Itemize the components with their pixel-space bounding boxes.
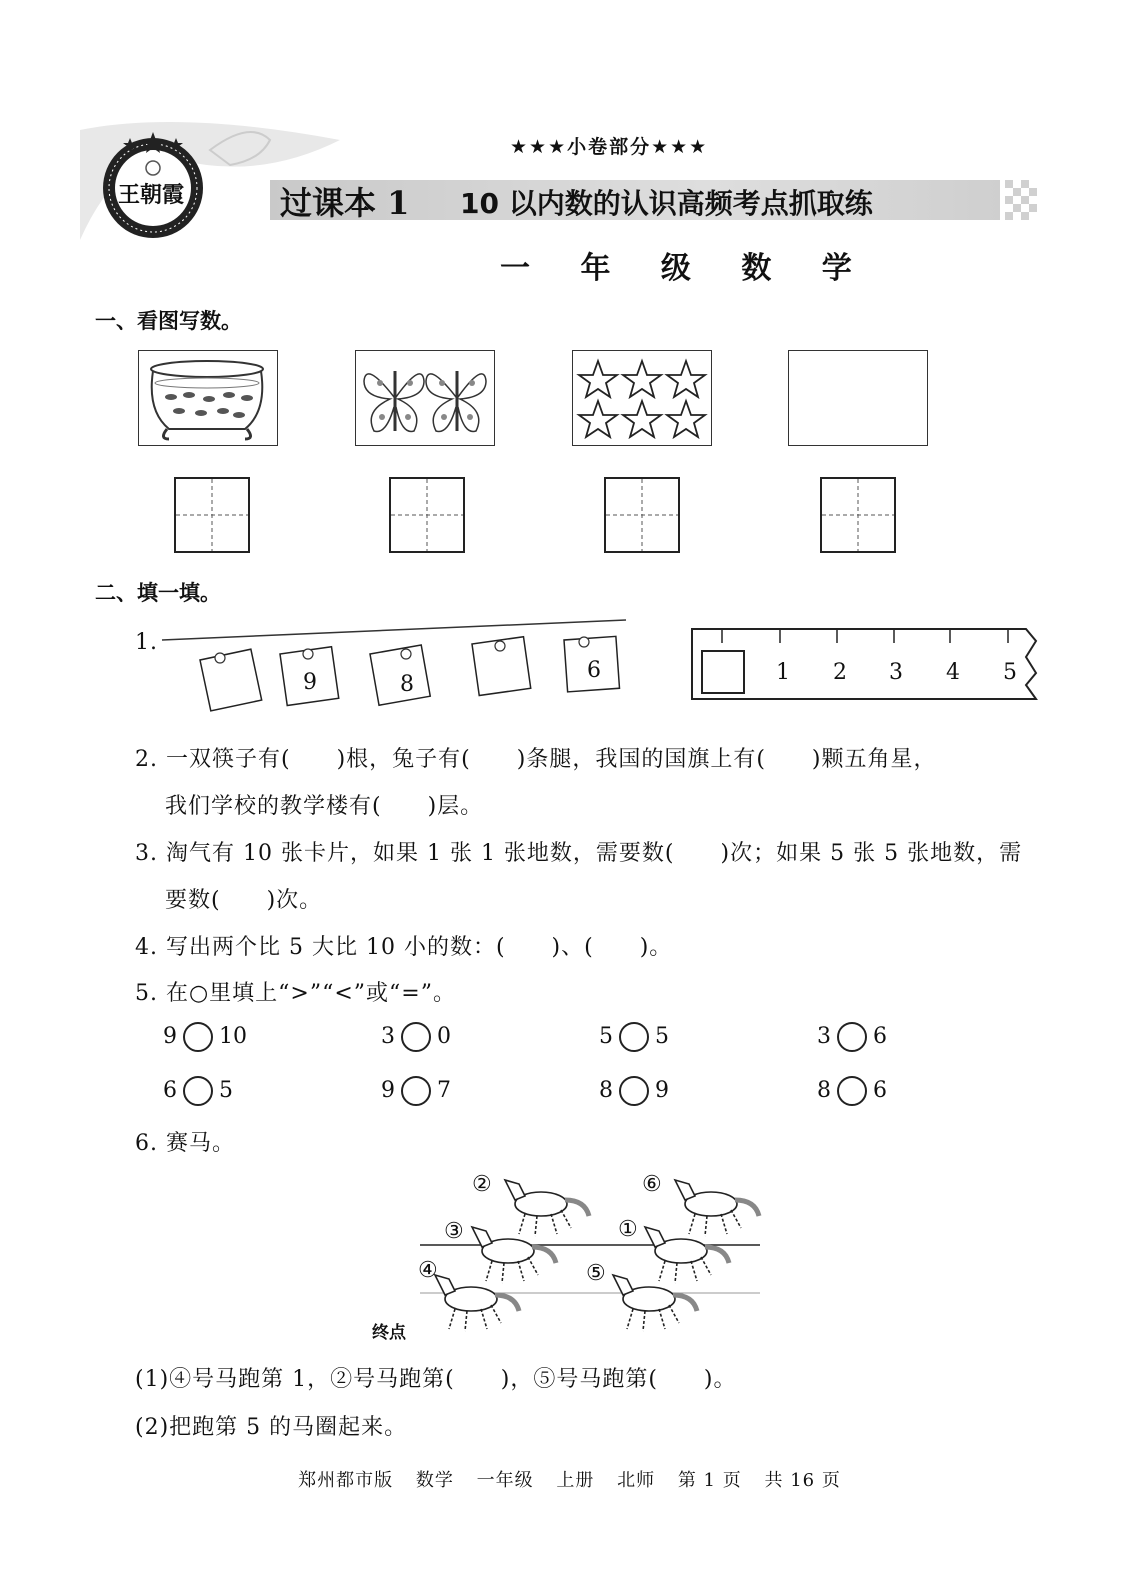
card-number-5: 6 [587, 658, 602, 683]
comparison-right: 10 [219, 1024, 247, 1049]
comparison-item [163, 1022, 247, 1052]
horse-label-2: ② [472, 1172, 493, 1197]
horse-label-1: ① [618, 1217, 639, 1242]
horse-race-figure [415, 1165, 765, 1345]
ruler-label-5: 5 [1003, 660, 1018, 685]
card-number-3: 8 [400, 672, 415, 697]
q5-text: 5. 在○里填上“>”“<”或“=”。 [135, 981, 456, 1006]
footer-volume: 上册 [556, 1470, 595, 1491]
number-ruler [690, 627, 1040, 703]
finish-label: 终点 [372, 1323, 406, 1343]
comparison-right: 9 [655, 1078, 669, 1103]
grid-guide-icon [606, 479, 678, 551]
q6-part2: (2)把跑第 5 的马圈起来。 [135, 1415, 408, 1440]
section-2-title: 二、填一填。 [95, 581, 221, 605]
footer-publisher: 北师 [617, 1470, 656, 1491]
butterflies-icon [356, 351, 493, 444]
grade-title: 一 年 级 数 学 [500, 251, 872, 286]
q2-line2: 我们学校的教学楼有( )层。 [165, 794, 484, 819]
comparison-item [381, 1076, 451, 1106]
q3-line1: 3. 淘气有 10 张卡片，如果 1 张 1 张地数，需要数( )次；如果 5 张 5 张地数，需 [135, 841, 1023, 866]
footer-page: 第 1 页 [677, 1470, 742, 1491]
grid-guide-icon [391, 479, 463, 551]
footer-edition: 郑州都市版 [298, 1470, 394, 1491]
answer-box-1[interactable] [174, 477, 250, 553]
comparison-right: 7 [437, 1078, 451, 1103]
logo-text: 王朝霞 [118, 182, 185, 208]
q2-line1: 2. 一双筷子有( )根，兔子有( )条腿，我国的国旗上有( )颗五角星， [135, 747, 937, 772]
comparison-right: 5 [219, 1078, 233, 1103]
comparison-left: 8 [599, 1078, 613, 1103]
brand-logo [98, 130, 208, 240]
comparison-left: 3 [381, 1024, 395, 1049]
comparison-item [599, 1076, 669, 1106]
answer-box-4[interactable] [820, 477, 896, 553]
q6-text: 6. 赛马。 [135, 1131, 235, 1156]
comparison-right: 0 [437, 1024, 451, 1049]
grid-guide-icon [822, 479, 894, 551]
comparison-item [817, 1076, 887, 1106]
comparison-left: 9 [381, 1078, 395, 1103]
grid-guide-icon [176, 479, 248, 551]
horse-label-6: ⑥ [642, 1172, 663, 1197]
answer-box-2[interactable] [389, 477, 465, 553]
stars-picture [572, 350, 712, 446]
footer-subject: 数学 [415, 1470, 454, 1491]
comparison-circle[interactable] [837, 1076, 867, 1106]
horse-label-4: ④ [418, 1258, 439, 1283]
comparison-circle[interactable] [837, 1022, 867, 1052]
comparison-circle[interactable] [183, 1076, 213, 1106]
comparison-circle[interactable] [401, 1076, 431, 1106]
comparison-left: 8 [817, 1078, 831, 1103]
butterflies-picture [355, 350, 495, 446]
comparison-circle[interactable] [183, 1022, 213, 1052]
footer-grade: 一年级 [476, 1470, 534, 1491]
comparison-left: 6 [163, 1078, 177, 1103]
comparison-item [381, 1022, 451, 1052]
card-number-2: 9 [303, 670, 318, 695]
top-label: ★★★小卷部分★★★ [510, 136, 709, 158]
stars-icon [573, 351, 710, 444]
comparison-circle[interactable] [619, 1076, 649, 1106]
comparison-left: 3 [817, 1024, 831, 1049]
footer-total: 共 16 页 [764, 1470, 841, 1491]
comparison-left: 9 [163, 1024, 177, 1049]
q3-line2: 要数( )次。 [165, 888, 323, 913]
blank-picture [788, 350, 928, 446]
answer-box-3[interactable] [604, 477, 680, 553]
ruler-label-1: 1 [776, 660, 791, 685]
clothesline-figure [160, 612, 630, 730]
q6-part1: (1)④号马跑第 1，②号马跑第( )，⑤号马跑第( )。 [135, 1367, 737, 1392]
comparison-item [817, 1022, 887, 1052]
ruler-label-2: 2 [833, 660, 848, 685]
horse-label-3: ③ [444, 1219, 465, 1244]
page-title: 过课本 1 [280, 184, 410, 222]
ruler-label-4: 4 [946, 660, 961, 685]
comparison-item [599, 1022, 669, 1052]
page-subtitle: 10 以内数的认识高频考点抓取练 [460, 187, 873, 220]
fishbowl-picture [138, 350, 278, 446]
comparison-right: 5 [655, 1024, 669, 1049]
q1-label: 1. [135, 630, 158, 655]
ruler-label-3: 3 [889, 660, 904, 685]
q4-text: 4. 写出两个比 5 大比 10 小的数：( )、( )。 [135, 935, 673, 960]
comparison-circle[interactable] [401, 1022, 431, 1052]
section-1-title: 一、看图写数。 [95, 309, 242, 333]
comparison-left: 5 [599, 1024, 613, 1049]
horse-label-5: ⑤ [586, 1261, 607, 1286]
comparison-item [163, 1076, 233, 1106]
comparison-right: 6 [873, 1024, 887, 1049]
comparison-right: 6 [873, 1078, 887, 1103]
page-footer [0, 1466, 1139, 1492]
fishbowl-icon [139, 351, 276, 444]
comparison-circle[interactable] [619, 1022, 649, 1052]
